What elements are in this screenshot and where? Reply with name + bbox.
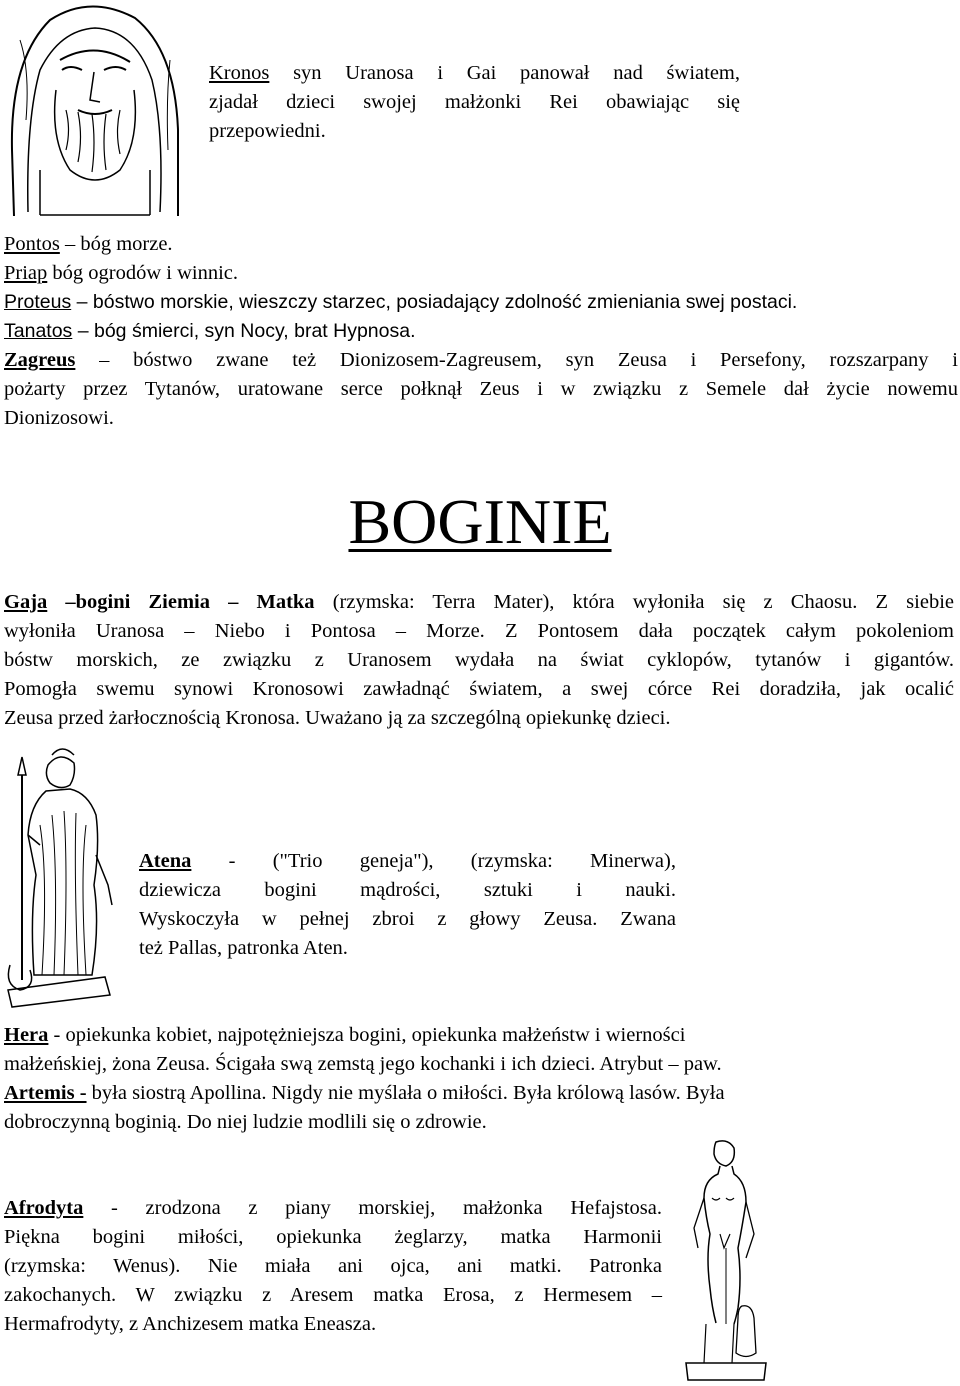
afrodyta-line-4: zakochanych. W związku z Aresem matka Erosa, z Hermesem – [4,1284,662,1306]
atena-name: Atena [139,850,192,872]
afrodyta-statue-illustration [676,1138,770,1384]
gods-list [4,230,954,346]
atena-line-3: Wyskoczyła w pełnej zbroi z głowy Zeusa. Zwana [139,908,676,930]
kronos-line-1: syn Uranosa i Gai panował nad światem, [269,62,740,84]
pontos-text: – bóg morze. [59,233,173,255]
proteus-text: – bóstwo morskie, wieszczy starzec, posiadający zdolność zmieniania swej postaci. [71,291,798,313]
artemis-line-2: dobroczynną boginią. Do niej ludzie modlili się o zdrowie. [4,1111,487,1133]
kronos-line-3: przepowiedni. [209,120,326,142]
kronos-name: Kronos [209,62,270,84]
gaja-title: –bogini Ziemia – Matka [47,591,315,613]
atena-line-2: dziewicza bogini mądrości, sztuki i nauki. [139,879,676,901]
proteus-name: Proteus [4,291,72,313]
atena-paragraph [139,847,676,963]
afrodyta-line-1: - zrodzona z piany morskiej, małżonka Hefajstosa. [83,1197,662,1219]
afrodyta-line-5: Hermafrodyty, z Anchizesem matka Eneasza. [4,1313,377,1335]
gaja-line-3: bóstw morskich, ze związku z Uranosem wydała na świat cyklopów, tytanów i gigantów. [4,649,954,671]
gaja-line-1: (rzymska: Terra Mater), która wyłoniła się z Chaosu. Z siebie [314,591,954,613]
atena-line-1: - ("Trio geneja"), (rzymska: Minerwa), [191,850,676,872]
artemis-line-1: była siostrą Apollina. Nigdy nie myślała o miłości. Była królową lasów. Była [86,1082,725,1104]
afrodyta-paragraph [4,1194,662,1339]
tanatos-name: Tanatos [4,320,73,342]
hera-line-1: - opiekunka kobiet, najpotężniejsza bogini, opiekunka małżeństw i wierności [48,1024,686,1046]
hera-name: Hera [4,1024,49,1046]
gaja-line-4: Pomogła swemu synowi Kronosowi zawładnąć światem, a swej córce Rei doradziła, jak ocalić [4,678,954,700]
hera-line-2: małżeńskiej, żona Zeusa. Ścigała swą zemstą jego kochanki i ich dzieci. Atrybut – paw. [4,1053,722,1075]
atena-statue-illustration [0,745,118,1010]
kronos-bust-illustration [0,0,184,220]
gaja-line-5: Zeusa przed żarłocznością Kronosa. Uważano ją za szczególną opiekunkę dzieci. [4,707,671,729]
afrodyta-line-2: Piękna bogini miłości, opiekunka żeglarzy, matka Harmonii [4,1226,662,1248]
afrodyta-line-3: (rzymska: Wenus). Nie miała ani ojca, ani matki. Patronka [4,1255,662,1277]
zagreus-name: Zagreus [4,349,76,371]
hera-artemis-paragraph [4,1021,954,1137]
zagreus-line-1: – bóstwo zwane też Dionizosem-Zagreusem, syn Zeusa i Persefony, rozszarpany i [75,349,958,371]
afrodyta-name: Afrodyta [4,1197,84,1219]
zagreus-line-3: Dionizosowi. [4,407,114,429]
atena-line-4: też Pallas, patronka Aten. [139,937,348,959]
pontos-name: Pontos [4,233,60,255]
priap-text: bóg ogrodów i winnic. [47,262,239,284]
kronos-line-2: zjadał dzieci swojej małżonki Rei obawiając się [209,91,740,113]
artemis-name: Artemis - [4,1082,87,1104]
gaja-paragraph [4,588,954,733]
zagreus-line-2: pożarty przez Tytanów, uratowane serce połknął Zeus i w związku z Semele dał życie nowemu [4,378,958,400]
kronos-paragraph [209,59,740,146]
tanatos-text: – bóg śmierci, syn Nocy, brat Hypnosa. [72,320,416,342]
gaja-line-2: wyłoniła Uranosa – Niebo i Pontosa – Morze. Z Pontosem dała początek całym pokoleniom [4,620,954,642]
gaja-name: Gaja [4,591,48,613]
zagreus-paragraph [4,346,958,433]
priap-name: Priap [4,262,48,284]
section-title: BOGINIE [348,486,612,557]
